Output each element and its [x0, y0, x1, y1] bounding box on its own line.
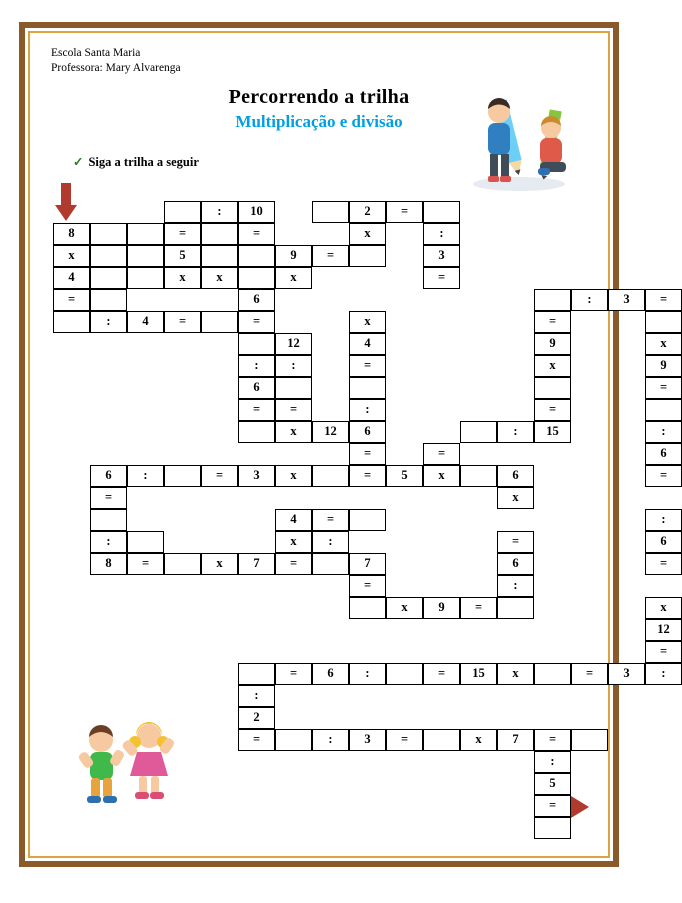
- trail-cell-filled: x: [645, 333, 682, 355]
- trail-cell-filled: =: [349, 575, 386, 597]
- trail-cell-filled: :: [90, 531, 127, 553]
- students-with-pencils-illustration: [455, 88, 585, 193]
- trail-cell-filled: :: [238, 685, 275, 707]
- trail-cell-filled: 6: [497, 465, 534, 487]
- page-subtitle: Multiplicação e divisão: [235, 112, 403, 131]
- trail-cell-filled: :: [312, 531, 349, 553]
- trail-cell-filled: 15: [460, 663, 497, 685]
- trail-cell-filled: =: [275, 399, 312, 421]
- trail-cell-filled: =: [238, 311, 275, 333]
- trail-cell-filled: 15: [534, 421, 571, 443]
- trail-cell-filled: =: [127, 553, 164, 575]
- trail-cell-filled: 5: [534, 773, 571, 795]
- worksheet-page: [19, 22, 670, 867]
- trail-cell-filled: =: [571, 663, 608, 685]
- trail-cell-filled: 6: [645, 531, 682, 553]
- trail-cell-filled: 2: [238, 707, 275, 729]
- trail-cell-blank[interactable]: [571, 729, 608, 751]
- trail-cell-blank[interactable]: [349, 509, 386, 531]
- trail-cell-filled: :: [127, 465, 164, 487]
- trail-cell-filled: =: [645, 641, 682, 663]
- trail-cell-blank[interactable]: [349, 597, 386, 619]
- trail-cell-filled: =: [164, 311, 201, 333]
- trail-cell-filled: =: [275, 663, 312, 685]
- trail-cell-filled: 4: [349, 333, 386, 355]
- trail-cell-blank[interactable]: [127, 267, 164, 289]
- trail-cell-filled: x: [53, 245, 90, 267]
- trail-cell-filled: :: [349, 663, 386, 685]
- instruction-line: [73, 154, 199, 170]
- trail-cell-filled: x: [201, 267, 238, 289]
- trail-cell-filled: :: [275, 355, 312, 377]
- trail-cell-filled: 4: [127, 311, 164, 333]
- trail-cell-filled: =: [349, 443, 386, 465]
- trail-cell-blank[interactable]: [127, 531, 164, 553]
- trail-cell-filled: =: [534, 795, 571, 817]
- trail-cell-blank[interactable]: [53, 311, 90, 333]
- trail-cell-filled: :: [238, 355, 275, 377]
- trail-cell-blank[interactable]: [460, 421, 497, 443]
- trail-cell-filled: x: [645, 597, 682, 619]
- trail-cell-filled: 5: [386, 465, 423, 487]
- trail-cell-filled: x: [497, 487, 534, 509]
- trail-cell-blank[interactable]: [312, 465, 349, 487]
- trail-cell-filled: 9: [423, 597, 460, 619]
- trail-cell-blank[interactable]: [275, 377, 312, 399]
- jumping-kids-illustration: [65, 708, 190, 818]
- teacher-name: Professora: Mary Alvarenga: [51, 62, 181, 74]
- trail-cell-blank[interactable]: [201, 245, 238, 267]
- trail-cell-filled: x: [275, 465, 312, 487]
- trail-cell-filled: =: [645, 377, 682, 399]
- trail-cell-blank[interactable]: [90, 509, 127, 531]
- trail-cell-filled: 4: [275, 509, 312, 531]
- trail-cell-blank[interactable]: [645, 311, 682, 333]
- trail-cell-filled: =: [497, 531, 534, 553]
- trail-cell-filled: 5: [164, 245, 201, 267]
- trail-cell-blank[interactable]: [275, 729, 312, 751]
- trail-cell-filled: =: [534, 399, 571, 421]
- trail-cell-filled: 3: [423, 245, 460, 267]
- trail-cell-filled: 9: [645, 355, 682, 377]
- trail-cell-filled: x: [201, 553, 238, 575]
- arrow-down-icon: [55, 183, 77, 221]
- trail-cell-blank[interactable]: [90, 223, 127, 245]
- trail-cell-blank[interactable]: [349, 377, 386, 399]
- trail-cell-filled: 3: [349, 729, 386, 751]
- trail-cell-filled: x: [497, 663, 534, 685]
- trail-cell-filled: =: [645, 553, 682, 575]
- trail-cell-filled: 7: [349, 553, 386, 575]
- trail-cell-filled: 10: [238, 201, 275, 223]
- trail-cell-filled: 7: [238, 553, 275, 575]
- trail-cell-filled: =: [423, 663, 460, 685]
- trail-cell-blank[interactable]: [534, 663, 571, 685]
- trail-cell-filled: :: [349, 399, 386, 421]
- trail-cell-filled: =: [349, 355, 386, 377]
- trail-cell-filled: 6: [349, 421, 386, 443]
- trail-cell-filled: :: [645, 509, 682, 531]
- trail-cell-filled: =: [90, 487, 127, 509]
- trail-cell-filled: x: [423, 465, 460, 487]
- trail-cell-filled: 12: [275, 333, 312, 355]
- trail-cell-filled: 3: [608, 289, 645, 311]
- trail-cell-blank[interactable]: [423, 729, 460, 751]
- trail-cell-filled: 3: [608, 663, 645, 685]
- trail-cell-filled: :: [534, 751, 571, 773]
- trail-cell-blank[interactable]: [645, 399, 682, 421]
- trail-cell-filled: 6: [90, 465, 127, 487]
- check-icon: ✓: [73, 155, 84, 169]
- trail-cell-filled: x: [349, 311, 386, 333]
- trail-cell-filled: :: [312, 729, 349, 751]
- trail-cell-filled: =: [386, 729, 423, 751]
- trail-cell-filled: x: [534, 355, 571, 377]
- trail-cell-filled: =: [534, 311, 571, 333]
- trail-cell-filled: 12: [645, 619, 682, 641]
- trail-cell-filled: 9: [534, 333, 571, 355]
- trail-cell-blank[interactable]: [127, 245, 164, 267]
- trail-cell-filled: 4: [53, 267, 90, 289]
- trail-cell-filled: =: [164, 223, 201, 245]
- trail-cell-filled: x: [275, 421, 312, 443]
- trail-cell-blank[interactable]: [423, 201, 460, 223]
- trail-cell-filled: 6: [238, 289, 275, 311]
- trail-cell-filled: x: [275, 531, 312, 553]
- page-title: Percorrendo a trilha: [228, 86, 410, 108]
- trail-cell-filled: :: [571, 289, 608, 311]
- trail-cell-filled: :: [423, 223, 460, 245]
- trail-cell-filled: =: [534, 729, 571, 751]
- trail-cell-filled: :: [645, 421, 682, 443]
- trail-cell-filled: 9: [275, 245, 312, 267]
- trail-cell-blank[interactable]: [386, 663, 423, 685]
- trail-cell-filled: :: [497, 421, 534, 443]
- trail-cell-filled: =: [312, 509, 349, 531]
- trail-cell-blank[interactable]: [90, 245, 127, 267]
- trail-cell-blank[interactable]: [238, 267, 275, 289]
- header-block: [51, 46, 181, 76]
- trail-cell-filled: =: [386, 201, 423, 223]
- trail-cell-filled: x: [164, 267, 201, 289]
- trail-cell-blank[interactable]: [534, 289, 571, 311]
- trail-cell-blank[interactable]: [238, 663, 275, 685]
- instruction-text: Siga a trilha a seguir: [88, 155, 199, 169]
- trail-cell-filled: 7: [497, 729, 534, 751]
- trail-cell-filled: =: [275, 553, 312, 575]
- trail-cell-filled: 12: [312, 421, 349, 443]
- trail-cell-filled: =: [53, 289, 90, 311]
- trail-cell-blank[interactable]: [349, 245, 386, 267]
- trail-cell-filled: =: [312, 245, 349, 267]
- trail-cell-filled: x: [386, 597, 423, 619]
- trail-cell-filled: 8: [53, 223, 90, 245]
- trail-cell-filled: =: [645, 289, 682, 311]
- trail-cell-blank[interactable]: [238, 421, 275, 443]
- trail-cell-filled: =: [460, 597, 497, 619]
- trail-cell-blank[interactable]: [201, 223, 238, 245]
- trail-cell-filled: =: [645, 465, 682, 487]
- trail-cell-filled: :: [645, 663, 682, 685]
- trail-cell-blank[interactable]: [534, 377, 571, 399]
- trail-cell-filled: x: [460, 729, 497, 751]
- trail-cell-filled: 6: [312, 663, 349, 685]
- trail-cell-filled: =: [423, 443, 460, 465]
- trail-cell-filled: =: [423, 267, 460, 289]
- trail-cell-filled: 6: [645, 443, 682, 465]
- trail-cell-filled: =: [238, 729, 275, 751]
- trail-cell-blank[interactable]: [164, 201, 201, 223]
- trail-cell-filled: =: [238, 399, 275, 421]
- trail-cell-blank[interactable]: [90, 267, 127, 289]
- trail-cell-blank[interactable]: [201, 311, 238, 333]
- trail-cell-filled: =: [238, 223, 275, 245]
- trail-cell-filled: :: [497, 575, 534, 597]
- trail-cell-blank[interactable]: [127, 223, 164, 245]
- trail-cell-filled: =: [201, 465, 238, 487]
- trail-cell-blank[interactable]: [460, 465, 497, 487]
- trail-cell-blank[interactable]: [90, 289, 127, 311]
- trail-cell-filled: :: [201, 201, 238, 223]
- trail-cell-filled: 6: [497, 553, 534, 575]
- trail-cell-blank[interactable]: [312, 201, 349, 223]
- trail-cell-blank[interactable]: [312, 553, 349, 575]
- trail-cell-filled: x: [349, 223, 386, 245]
- school-name: Escola Santa Maria: [51, 47, 141, 59]
- trail-cell-filled: 3: [238, 465, 275, 487]
- trail-cell-blank[interactable]: [238, 245, 275, 267]
- trail-cell-filled: =: [349, 465, 386, 487]
- trail-cell-blank[interactable]: [164, 553, 201, 575]
- trail-cell-filled: 8: [90, 553, 127, 575]
- trail-cell-filled: 6: [238, 377, 275, 399]
- trail-cell-filled: :: [90, 311, 127, 333]
- trail-cell-filled: 2: [349, 201, 386, 223]
- trail-cell-blank[interactable]: [497, 597, 534, 619]
- trail-cell-filled: x: [275, 267, 312, 289]
- trail-cell-blank[interactable]: [534, 817, 571, 839]
- trail-cell-blank[interactable]: [164, 465, 201, 487]
- trail-cell-blank[interactable]: [238, 333, 275, 355]
